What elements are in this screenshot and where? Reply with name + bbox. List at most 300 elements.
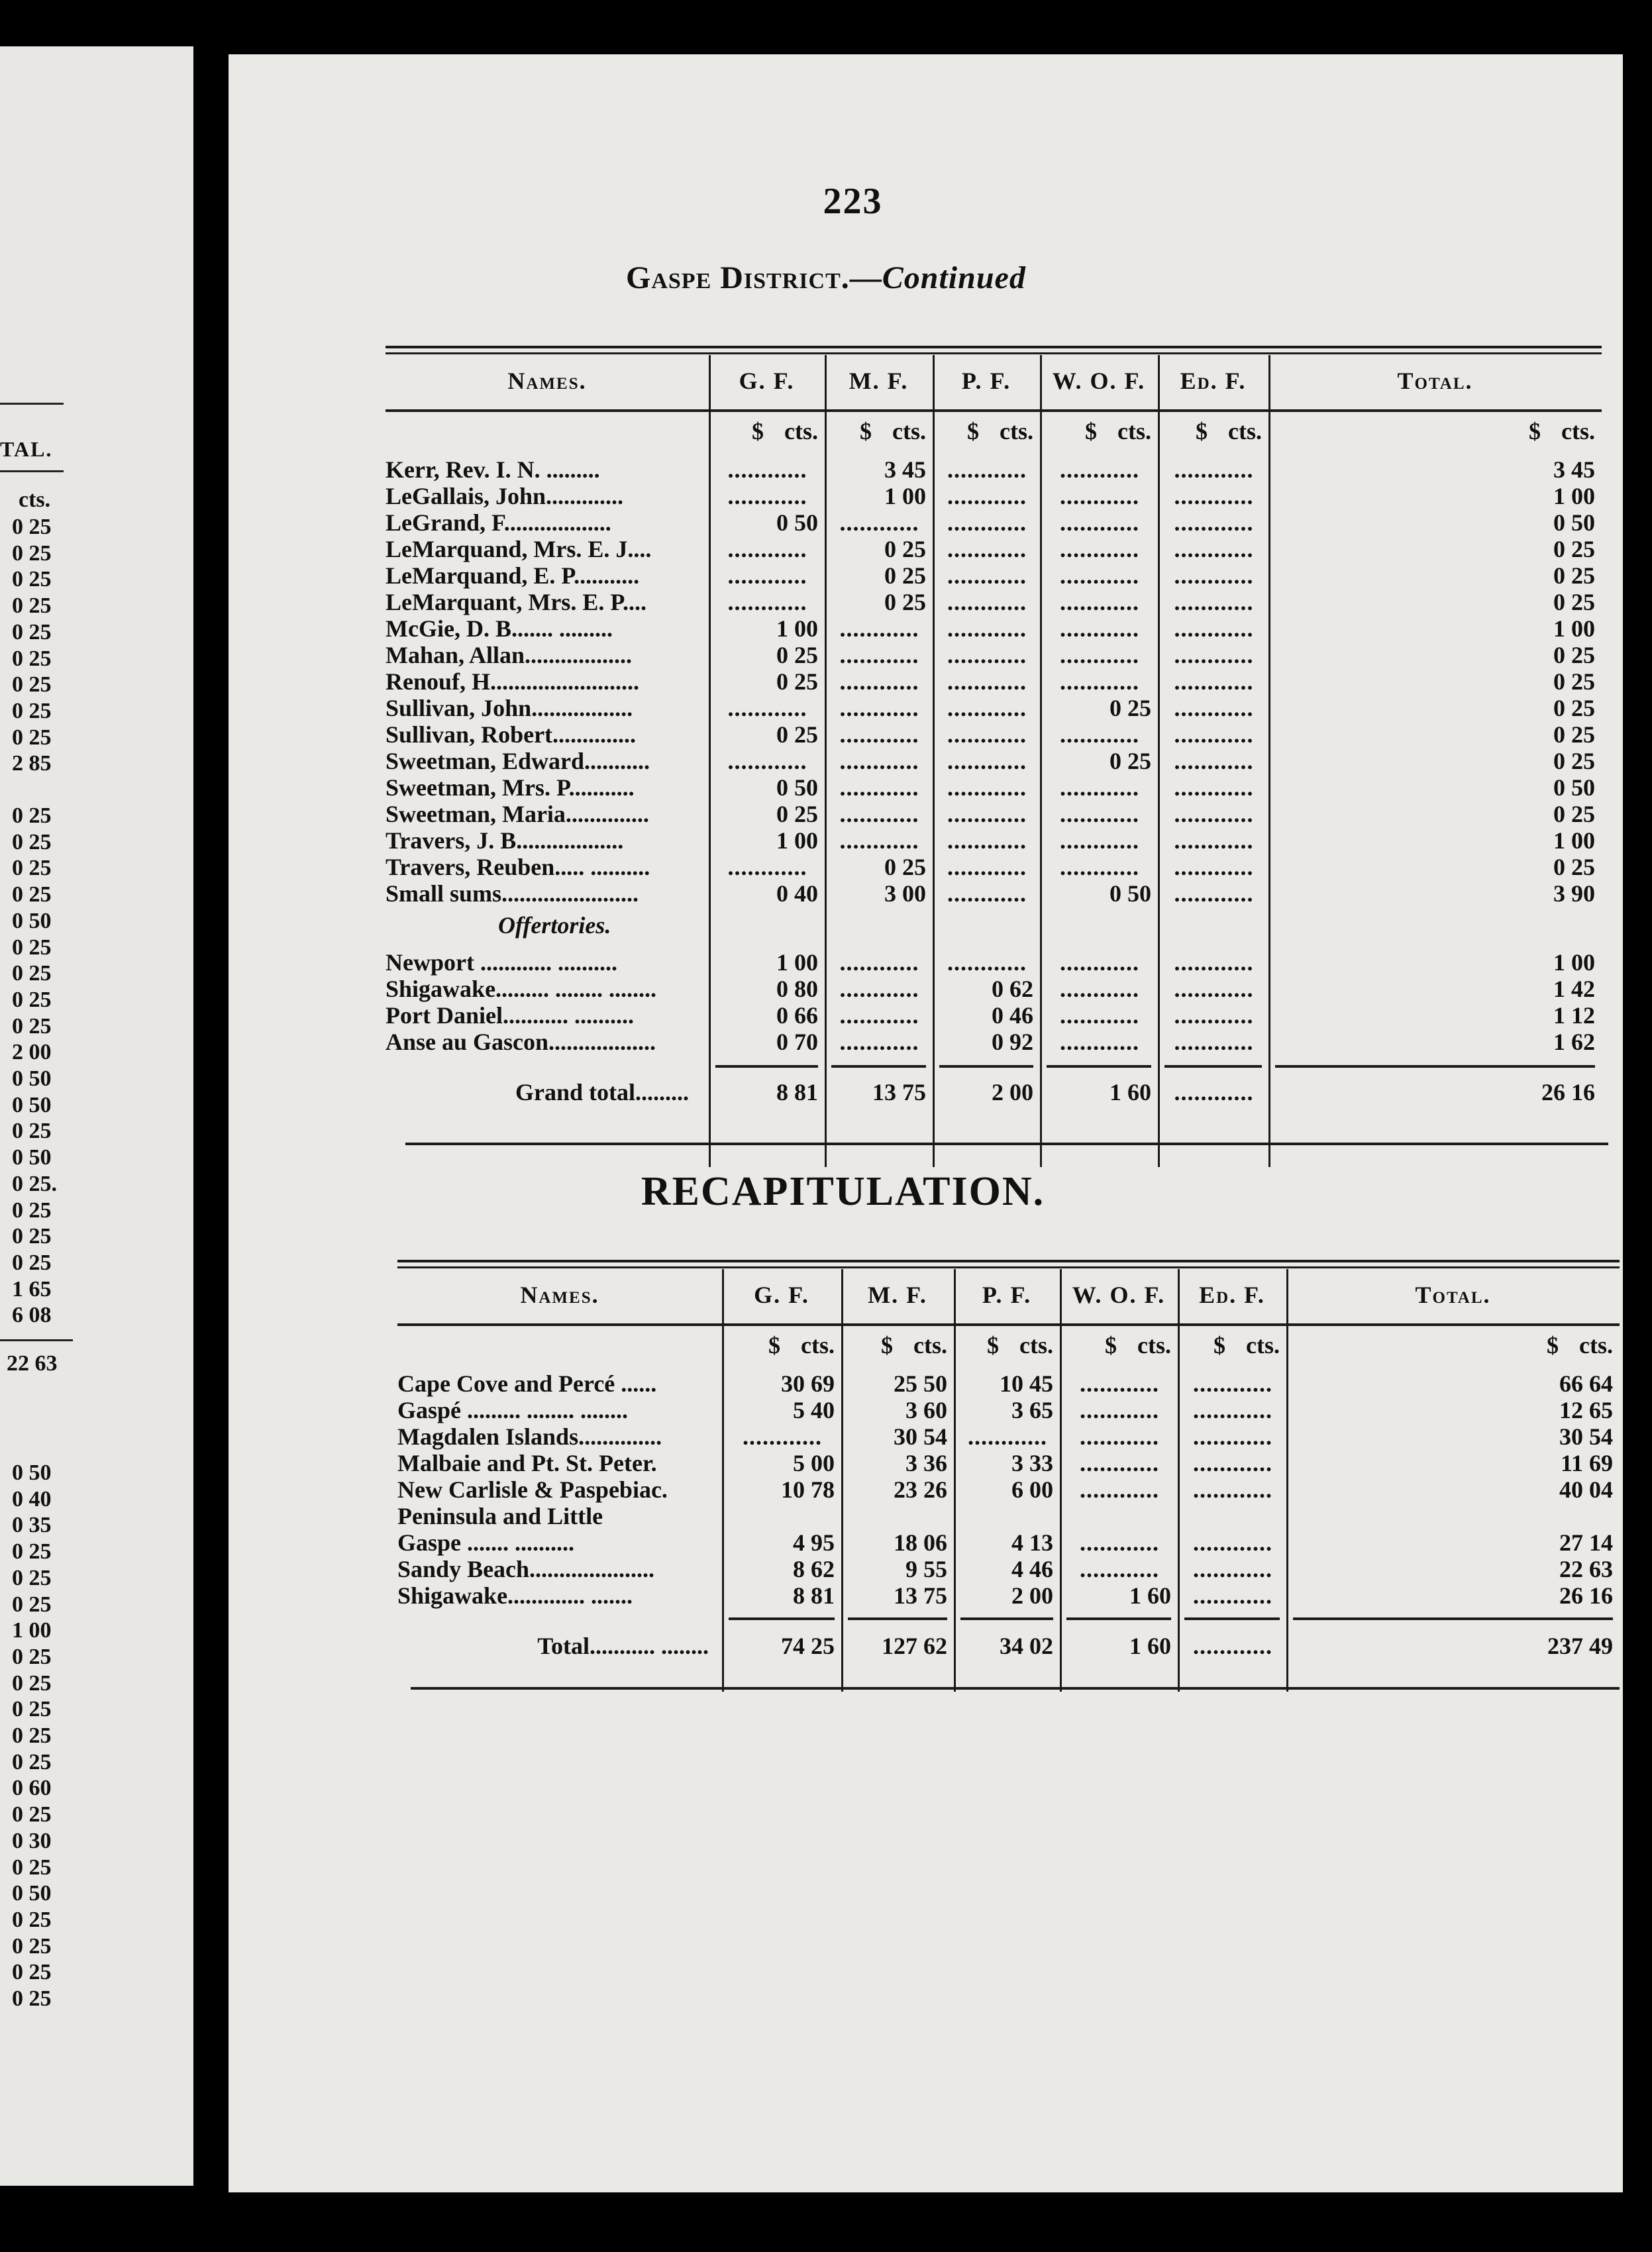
empty-dots: ............	[947, 509, 1027, 536]
header-rule	[386, 409, 1602, 412]
empty-dots: ............	[743, 1423, 822, 1450]
column-divider	[1158, 355, 1160, 1167]
facing-page-value: 0 25	[12, 987, 52, 1012]
empty-dots: ............	[947, 854, 1027, 880]
recap-row-value: 10 78	[781, 1476, 835, 1503]
column-divider	[1060, 1269, 1062, 1692]
facing-page-value: 0 25	[12, 725, 52, 750]
offertory-row-value: 1 42	[1553, 976, 1595, 1002]
empty-dots: ............	[1060, 976, 1139, 1002]
empty-dots: ............	[947, 880, 1027, 907]
offertory-row-value: 1 12	[1553, 1002, 1595, 1029]
offertory-row-name: Port Daniel........... ..........	[386, 1002, 634, 1029]
empty-dots: ............	[1174, 801, 1254, 827]
facing-page-value: 0 25	[12, 515, 52, 539]
recap-total-value: 127 62	[882, 1633, 947, 1659]
column-header: G. F.	[754, 1282, 809, 1308]
ledger-row-name: LeGallais, John.............	[386, 483, 624, 509]
ledger-row-value: 3 45	[1553, 456, 1595, 483]
facing-page-value: 0 25	[12, 619, 52, 644]
ledger-row-name: Sullivan, Robert..............	[386, 721, 637, 748]
column-header: P. F.	[961, 368, 1011, 394]
empty-dots: ............	[1174, 976, 1254, 1002]
offertories-subheading: Offertories.	[498, 912, 611, 939]
facing-page-value: 2 00	[12, 1040, 52, 1065]
empty-dots: ............	[947, 949, 1027, 976]
facing-page-value: 0 25	[12, 1697, 52, 1722]
ledger-row-value: 1 00	[1553, 483, 1595, 509]
empty-dots: ............	[1174, 483, 1254, 509]
facing-page-value: 0 25	[12, 1986, 52, 2012]
ledger-row-value: 0 50	[1553, 509, 1595, 536]
empty-dots: ............	[947, 536, 1027, 562]
empty-dots: ............	[1174, 774, 1254, 801]
table-top-rule	[386, 346, 1602, 348]
empty-dots: ............	[1080, 1450, 1159, 1476]
page-number: 223	[823, 181, 883, 222]
empty-dots: ............	[1080, 1556, 1159, 1582]
table-bottom-rule	[405, 1143, 1608, 1145]
facing-page-value: 2 85	[12, 751, 52, 776]
grand-total-name: Grand total.........	[515, 1079, 689, 1105]
empty-dots: ............	[1080, 1476, 1159, 1503]
recap-row-value: 3 65	[1011, 1397, 1053, 1423]
recap-row-name: Gaspe ....... ..........	[397, 1529, 575, 1556]
ledger-page	[229, 54, 1623, 2192]
units-label: $ cts.	[1085, 418, 1151, 444]
recap-total-value: 237 49	[1547, 1633, 1613, 1659]
grand-total-value: 8 81	[776, 1079, 818, 1105]
recapitulation-title: RECAPITULATION.	[641, 1169, 1045, 1214]
facing-page-value: 0 25	[12, 1670, 52, 1696]
recap-row-value: 9 55	[905, 1556, 947, 1582]
district-title-main: Gaspe District.—	[626, 260, 882, 295]
ledger-row-value: 0 25	[1553, 748, 1595, 774]
offertory-row-value: 0 70	[776, 1029, 818, 1055]
recap-row-name: Peninsula and Little	[397, 1503, 603, 1529]
facing-page-value: 0 50	[12, 1881, 52, 1906]
column-header: P. F.	[982, 1282, 1032, 1308]
ledger-row-value: 0 50	[1110, 880, 1151, 907]
ledger-row-value: 0 50	[776, 774, 818, 801]
facing-page-value: 0 25	[12, 935, 52, 960]
facing-page-column-3	[12, 1460, 85, 2012]
units-label: $ cts.	[881, 1332, 947, 1358]
total-rule	[729, 1617, 835, 1620]
offertory-row-value: 0 92	[992, 1029, 1033, 1055]
facing-page-column-1	[12, 514, 85, 777]
recap-row-name: Gaspé ......... ........ ........	[397, 1397, 629, 1423]
recap-row-value: 25 50	[894, 1370, 947, 1397]
offertory-row-value: 0 66	[776, 1002, 818, 1029]
recap-row-value: 2 00	[1011, 1582, 1053, 1609]
empty-dots: ............	[947, 801, 1027, 827]
facing-page-value: 0 25	[12, 1907, 52, 1932]
ledger-row-value: 0 25	[1553, 589, 1595, 615]
facing-page-value: 0 25	[12, 1749, 52, 1774]
offertory-row-name: Shigawake......... ........ ........	[386, 976, 657, 1002]
recap-row-value: 4 46	[1011, 1556, 1053, 1582]
facing-page-value: 0 50	[12, 1460, 52, 1485]
empty-dots: ............	[1193, 1450, 1272, 1476]
facing-page-value: 0 25	[12, 1565, 52, 1590]
empty-dots: ............	[1193, 1370, 1272, 1397]
units-label: $ cts.	[1196, 418, 1262, 444]
total-rule	[1047, 1065, 1151, 1068]
empty-dots: ............	[1174, 949, 1254, 976]
ledger-row-value: 0 50	[776, 509, 818, 536]
ledger-row-name: Travers, Reuben..... ..........	[386, 854, 650, 880]
facing-page-value: 0 25	[12, 961, 52, 986]
ledger-row-value: 1 00	[1553, 615, 1595, 642]
empty-dots: ............	[1174, 748, 1254, 774]
recap-row-name: Malbaie and Pt. St. Peter.	[397, 1450, 657, 1476]
table-top-rule	[386, 352, 1602, 354]
empty-dots: ............	[1174, 456, 1254, 483]
ledger-row-name: LeMarquand, Mrs. E. J....	[386, 536, 652, 562]
facing-page-value: 0 35	[12, 1513, 52, 1538]
recap-row-value: 40 04	[1559, 1476, 1613, 1503]
facing-page-value: 0 25	[12, 1013, 52, 1039]
empty-dots: ............	[1060, 1029, 1139, 1055]
facing-page-value: 0 25	[12, 698, 52, 723]
table-bottom-rule	[411, 1687, 1620, 1690]
facing-page-rule	[0, 403, 64, 405]
facing-page-value: 0 25	[12, 856, 52, 881]
district-title	[626, 260, 1026, 296]
offertory-row-name: Anse au Gascon..................	[386, 1029, 656, 1055]
empty-dots: ............	[1060, 854, 1139, 880]
ledger-row-value: 0 25	[776, 642, 818, 668]
ledger-row-name: Sweetman, Edward...........	[386, 748, 650, 774]
offertory-row-value: 0 62	[992, 976, 1033, 1002]
recap-row-value: 6 00	[1011, 1476, 1053, 1503]
empty-dots: ............	[839, 615, 919, 642]
empty-dots: ............	[727, 748, 807, 774]
facing-page-value: 0 25.	[12, 1171, 57, 1196]
empty-dots: ............	[839, 721, 919, 748]
empty-dots: ............	[1174, 589, 1254, 615]
empty-dots: ............	[1174, 854, 1254, 880]
empty-dots: ............	[1060, 509, 1139, 536]
units-label: $ cts.	[768, 1332, 835, 1358]
empty-dots: ............	[839, 801, 919, 827]
recap-row-value: 66 64	[1559, 1370, 1613, 1397]
ledger-row-name: Small sums.......................	[386, 880, 639, 907]
facing-page-value: 0 50	[12, 908, 52, 933]
empty-dots: ............	[1080, 1397, 1159, 1423]
empty-dots: ............	[1060, 589, 1139, 615]
ledger-row-value: 0 25	[1553, 642, 1595, 668]
recap-row-value: 18 06	[894, 1529, 947, 1556]
facing-page-value: 0 25	[12, 646, 52, 671]
empty-dots: ............	[1193, 1582, 1272, 1609]
empty-dots: ............	[1060, 801, 1139, 827]
total-rule	[939, 1065, 1033, 1068]
empty-dots: ............	[947, 483, 1027, 509]
empty-dots: ............	[727, 854, 807, 880]
facing-page-value: 0 25	[12, 1644, 52, 1669]
recap-row-name: Magdalen Islands..............	[397, 1423, 662, 1450]
ledger-row-value: 3 00	[884, 880, 926, 907]
facing-page-value: 0 60	[12, 1776, 52, 1801]
ledger-row-name: Renouf, H.........................	[386, 668, 640, 695]
facing-page-rule	[0, 1339, 73, 1341]
empty-dots: ............	[947, 827, 1027, 854]
empty-dots: ............	[1060, 536, 1139, 562]
empty-dots: ............	[727, 456, 807, 483]
facing-page-value: 0 25	[12, 672, 52, 697]
empty-dots: ............	[839, 748, 919, 774]
empty-dots: ............	[1193, 1556, 1272, 1582]
empty-dots: ............	[839, 695, 919, 721]
facing-page-value: 0 25	[12, 1198, 52, 1223]
ledger-row-value: 3 45	[884, 456, 926, 483]
facing-page-value: 0 25	[12, 1119, 52, 1144]
ledger-row-value: 0 25	[884, 562, 926, 589]
empty-dots: ............	[947, 456, 1027, 483]
empty-dots: ............	[839, 509, 919, 536]
recap-row-value: 4 13	[1011, 1529, 1053, 1556]
empty-dots: ............	[727, 483, 807, 509]
total-rule	[1275, 1065, 1595, 1068]
recap-row-value: 30 69	[781, 1370, 835, 1397]
empty-dots: ............	[1174, 827, 1254, 854]
recap-row-value: 8 81	[793, 1582, 835, 1609]
column-header: M. F.	[868, 1282, 927, 1308]
ledger-row-name: Sullivan, John.................	[386, 695, 633, 721]
empty-dots: ............	[1060, 949, 1139, 976]
ledger-row-name: LeGrand, F..................	[386, 509, 611, 536]
recap-row-value: 10 45	[1000, 1370, 1053, 1397]
grand-total-value: 26 16	[1541, 1079, 1595, 1105]
recap-row-value: 3 60	[905, 1397, 947, 1423]
recap-row-value: 13 75	[894, 1582, 947, 1609]
empty-dots: ............	[839, 1029, 919, 1055]
units-label: $ cts.	[967, 418, 1033, 444]
recap-row-value: 22 63	[1559, 1556, 1613, 1582]
empty-dots: ............	[1060, 827, 1139, 854]
column-header: Names.	[507, 368, 587, 394]
ledger-row-value: 0 25	[776, 801, 818, 827]
ledger-row-value: 0 25	[884, 589, 926, 615]
empty-dots: ............	[839, 1002, 919, 1029]
recap-total-name: Total........... ........	[537, 1633, 709, 1659]
empty-dots: ............	[947, 615, 1027, 642]
ledger-row-value: 0 25	[1553, 536, 1595, 562]
recap-total-value: 74 25	[781, 1633, 835, 1659]
grand-total-value: 1 60	[1110, 1079, 1151, 1105]
empty-dots: ............	[947, 642, 1027, 668]
table-top-rule	[397, 1266, 1620, 1268]
recap-total-value: 34 02	[1000, 1633, 1053, 1659]
facing-page-sum: 22 63	[7, 1351, 58, 1376]
empty-dots: ............	[1174, 1079, 1254, 1105]
empty-dots: ............	[1060, 774, 1139, 801]
recap-row-name: Cape Cove and Percé ......	[397, 1370, 657, 1397]
ledger-row-value: 0 25	[1553, 721, 1595, 748]
offertory-row-value: 0 46	[992, 1002, 1033, 1029]
recap-row-name: New Carlisle & Paspebiac.	[397, 1476, 668, 1503]
empty-dots: ............	[1174, 1029, 1254, 1055]
recap-row-value: 3 36	[905, 1450, 947, 1476]
offertory-row-value: 0 80	[776, 976, 818, 1002]
empty-dots: ............	[1193, 1633, 1272, 1659]
facing-page-value: 0 25	[12, 1723, 52, 1749]
empty-dots: ............	[839, 642, 919, 668]
ledger-row-value: 0 25	[1553, 801, 1595, 827]
empty-dots: ............	[727, 589, 807, 615]
column-header: M. F.	[849, 368, 909, 394]
facing-page-value: 0 25	[12, 567, 52, 592]
total-rule	[960, 1617, 1053, 1620]
facing-page-value: 0 25	[12, 1960, 52, 1985]
ledger-row-value: 0 25	[1110, 748, 1151, 774]
empty-dots: ............	[1193, 1423, 1272, 1450]
column-divider	[1178, 1269, 1180, 1692]
facing-page-value: 0 25	[12, 593, 52, 619]
empty-dots: ............	[947, 721, 1027, 748]
column-header: Ed. F.	[1180, 368, 1247, 394]
facing-page-value: 0 25	[12, 882, 52, 907]
empty-dots: ............	[1174, 695, 1254, 721]
facing-page-value: 0 25	[12, 1933, 52, 1959]
facing-page-value: 1 65	[12, 1276, 52, 1302]
empty-dots: ............	[968, 1423, 1047, 1450]
column-header: Total.	[1415, 1282, 1491, 1308]
column-header: Ed. F.	[1199, 1282, 1265, 1308]
ledger-row-value: 0 25	[776, 668, 818, 695]
ledger-row-value: 0 25	[1110, 695, 1151, 721]
empty-dots: ............	[1193, 1529, 1272, 1556]
total-rule	[848, 1617, 947, 1620]
empty-dots: ............	[1060, 562, 1139, 589]
units-label: $ cts.	[987, 1332, 1053, 1358]
ledger-row-value: 0 25	[884, 536, 926, 562]
units-label: $ cts.	[1547, 1332, 1613, 1358]
recap-row-value: 27 14	[1559, 1529, 1613, 1556]
recap-row-value: 30 54	[894, 1423, 947, 1450]
offertory-row-value: 1 62	[1553, 1029, 1595, 1055]
ledger-row-value: 0 25	[1553, 695, 1595, 721]
facing-page-column-2	[12, 803, 85, 1329]
ledger-row-name: Sweetman, Maria..............	[386, 801, 649, 827]
facing-page-rule	[0, 470, 64, 472]
facing-page-value: 0 25	[12, 1250, 52, 1275]
empty-dots: ............	[947, 562, 1027, 589]
recap-row-value: 1 60	[1129, 1582, 1171, 1609]
ledger-row-name: LeMarquand, E. P...........	[386, 562, 640, 589]
column-header: W. O. F.	[1072, 1282, 1166, 1308]
ledger-row-value: 0 25	[884, 854, 926, 880]
ledger-row-name: Travers, J. B..................	[386, 827, 624, 854]
facing-page-value: 0 25	[12, 1224, 52, 1249]
facing-page-value: 1 00	[12, 1618, 52, 1643]
facing-page-header: TAL.	[0, 437, 53, 461]
offertory-row-value: 1 00	[776, 949, 818, 976]
facing-page-value: 0 50	[12, 1145, 52, 1170]
empty-dots: ............	[727, 536, 807, 562]
empty-dots: ............	[839, 668, 919, 695]
empty-dots: ............	[1174, 642, 1254, 668]
empty-dots: ............	[839, 827, 919, 854]
facing-page-value: 0 50	[12, 1092, 52, 1117]
empty-dots: ............	[1174, 721, 1254, 748]
offertory-row-name: Newport ............ ..........	[386, 949, 617, 976]
ledger-row-value: 3 90	[1553, 880, 1595, 907]
ledger-row-name: Sweetman, Mrs. P...........	[386, 774, 635, 801]
empty-dots: ............	[947, 695, 1027, 721]
ledger-row-value: 0 25	[1553, 854, 1595, 880]
header-rule	[397, 1323, 1620, 1326]
ledger-row-value: 0 50	[1553, 774, 1595, 801]
empty-dots: ............	[727, 562, 807, 589]
recap-row-value: 11 69	[1560, 1450, 1613, 1476]
recap-row-value: 12 65	[1559, 1397, 1613, 1423]
empty-dots: ............	[839, 949, 919, 976]
empty-dots: ............	[1080, 1370, 1159, 1397]
district-title-continued: Continued	[882, 260, 1026, 295]
recap-row-value: 4 95	[793, 1529, 835, 1556]
ledger-row-value: 1 00	[776, 827, 818, 854]
empty-dots: ............	[947, 589, 1027, 615]
empty-dots: ............	[839, 774, 919, 801]
recap-row-value: 5 40	[793, 1397, 835, 1423]
ledger-row-value: 0 25	[1553, 668, 1595, 695]
units-label: $ cts.	[1105, 1332, 1171, 1358]
recap-row-value: 8 62	[793, 1556, 835, 1582]
recap-row-value: 23 26	[894, 1476, 947, 1503]
ledger-row-value: 0 25	[1553, 562, 1595, 589]
units-label: $ cts.	[1529, 418, 1595, 444]
ledger-row-value: 1 00	[776, 615, 818, 642]
total-rule	[1066, 1617, 1171, 1620]
total-rule	[1293, 1617, 1613, 1620]
empty-dots: ............	[1060, 615, 1139, 642]
recap-row-value: 3 33	[1011, 1450, 1053, 1476]
total-rule	[1164, 1065, 1262, 1068]
empty-dots: ............	[1174, 668, 1254, 695]
recap-row-name: Shigawake............. .......	[397, 1582, 633, 1609]
recap-row-value: 26 16	[1559, 1582, 1613, 1609]
ledger-row-name: LeMarquant, Mrs. E. P....	[386, 589, 647, 615]
units-label: $ cts.	[752, 418, 818, 444]
empty-dots: ............	[1174, 562, 1254, 589]
units-label: $ cts.	[1213, 1332, 1280, 1358]
ledger-row-name: Kerr, Rev. I. N. .........	[386, 456, 600, 483]
recap-row-value: 5 00	[793, 1450, 835, 1476]
recap-row-value: 30 54	[1559, 1423, 1613, 1450]
facing-page-fragment	[0, 46, 193, 2186]
recap-total-value: 1 60	[1129, 1633, 1171, 1659]
facing-page-value: 0 25	[12, 803, 52, 828]
empty-dots: ............	[1060, 721, 1139, 748]
column-header: Names.	[520, 1282, 599, 1308]
empty-dots: ............	[1193, 1397, 1272, 1423]
empty-dots: ............	[1174, 536, 1254, 562]
facing-page-value: 0 30	[12, 1828, 52, 1853]
total-rule	[715, 1065, 818, 1068]
empty-dots: ............	[727, 695, 807, 721]
grand-total-value: 13 75	[872, 1079, 926, 1105]
empty-dots: ............	[947, 774, 1027, 801]
empty-dots: ............	[1174, 1002, 1254, 1029]
facing-page-value: 0 40	[12, 1486, 52, 1511]
total-rule	[831, 1065, 926, 1068]
empty-dots: ............	[1060, 668, 1139, 695]
offertory-row-value: 1 00	[1553, 949, 1595, 976]
empty-dots: ............	[839, 976, 919, 1002]
